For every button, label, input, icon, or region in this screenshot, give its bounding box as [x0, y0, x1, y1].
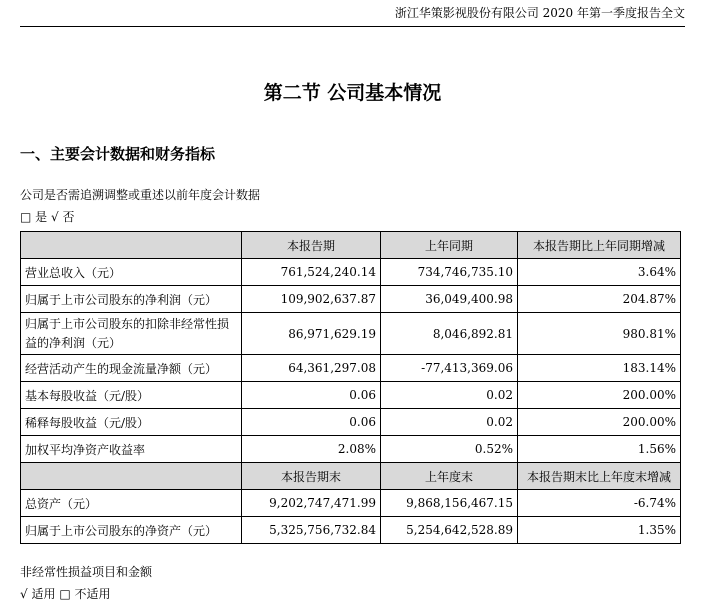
prior-value: -77,413,369.06	[381, 355, 518, 382]
table-row	[21, 286, 681, 313]
row-label: 归属于上市公司股东的净资产（元）	[21, 517, 242, 544]
header-cell: 本报告期末比上年度末增减	[518, 463, 681, 490]
row-label: 加权平均净资产收益率	[21, 436, 242, 463]
applicable-options	[20, 585, 111, 602]
table-row	[21, 409, 681, 436]
option-yes: 是	[35, 210, 48, 224]
change-value: 980.81%	[518, 313, 681, 355]
prior-value: 0.52%	[381, 436, 518, 463]
table-header-row	[21, 463, 681, 490]
header-cell: 上年度末	[381, 463, 518, 490]
change-value: 200.00%	[518, 382, 681, 409]
row-label: 经营活动产生的现金流量净额（元）	[21, 355, 242, 382]
row-label: 稀释每股收益（元/股）	[21, 409, 242, 436]
current-value: 5,325,756,732.84	[242, 517, 381, 544]
row-label: 营业总收入（元）	[21, 259, 242, 286]
restate-question: 公司是否需追溯调整或重述以前年度会计数据	[20, 188, 261, 202]
current-value: 761,524,240.14	[242, 259, 381, 286]
table-row	[21, 382, 681, 409]
header-cell: 上年同期	[381, 232, 518, 259]
header-cell	[21, 232, 242, 259]
change-value: 204.87%	[518, 286, 681, 313]
header-cell: 本报告期	[242, 232, 381, 259]
change-value: 1.35%	[518, 517, 681, 544]
current-value: 64,361,297.08	[242, 355, 381, 382]
table-row	[21, 355, 681, 382]
change-value: 3.64%	[518, 259, 681, 286]
row-label: 归属于上市公司股东的扣除非经常性损益的净利润（元）	[21, 313, 242, 355]
current-value: 2.08%	[242, 436, 381, 463]
prior-value: 8,046,892.81	[381, 313, 518, 355]
row-label: 基本每股收益（元/股）	[21, 382, 242, 409]
change-value: 183.14%	[518, 355, 681, 382]
option-no: 否	[62, 210, 75, 224]
financial-indicators-table	[20, 231, 681, 544]
subsection-title: 一、主要会计数据和财务指标	[20, 145, 216, 163]
prior-value: 0.02	[381, 382, 518, 409]
prior-value: 734,746,735.10	[381, 259, 518, 286]
prior-value: 0.02	[381, 409, 518, 436]
restate-options	[20, 208, 75, 225]
checkmark-icon: √	[51, 210, 59, 224]
option-applicable: 适用	[31, 587, 56, 601]
header-cell	[21, 463, 242, 490]
change-value: 200.00%	[518, 409, 681, 436]
section-title: 第二节 公司基本情况	[263, 82, 442, 104]
header-cell: 本报告期末	[242, 463, 381, 490]
current-value: 9,202,747,471.99	[242, 490, 381, 517]
table-row	[21, 517, 681, 544]
unchecked-box-icon: □	[20, 210, 32, 224]
unchecked-box-icon: □	[59, 587, 71, 601]
current-value: 109,902,637.87	[242, 286, 381, 313]
change-value: 1.56%	[518, 436, 681, 463]
prior-value: 36,049,400.98	[381, 286, 518, 313]
page-header: 浙江华策影视股份有限公司 2020 年第一季度报告全文	[20, 0, 685, 27]
table-row	[21, 436, 681, 463]
option-not-applicable: 不适用	[74, 587, 111, 601]
prior-value: 9,868,156,467.15	[381, 490, 518, 517]
current-value: 0.06	[242, 382, 381, 409]
checkmark-icon: √	[20, 587, 28, 601]
prior-value: 5,254,642,528.89	[381, 517, 518, 544]
table-row	[21, 259, 681, 286]
change-value: -6.74%	[518, 490, 681, 517]
row-label: 归属于上市公司股东的净利润（元）	[21, 286, 242, 313]
table-row	[21, 313, 681, 355]
nonrecurring-note: 非经常性损益项目和金额	[20, 565, 153, 579]
current-value: 86,971,629.19	[242, 313, 381, 355]
table-row	[21, 490, 681, 517]
table-header-row	[21, 232, 681, 259]
header-cell: 本报告期比上年同期增减	[518, 232, 681, 259]
row-label: 总资产（元）	[21, 490, 242, 517]
current-value: 0.06	[242, 409, 381, 436]
